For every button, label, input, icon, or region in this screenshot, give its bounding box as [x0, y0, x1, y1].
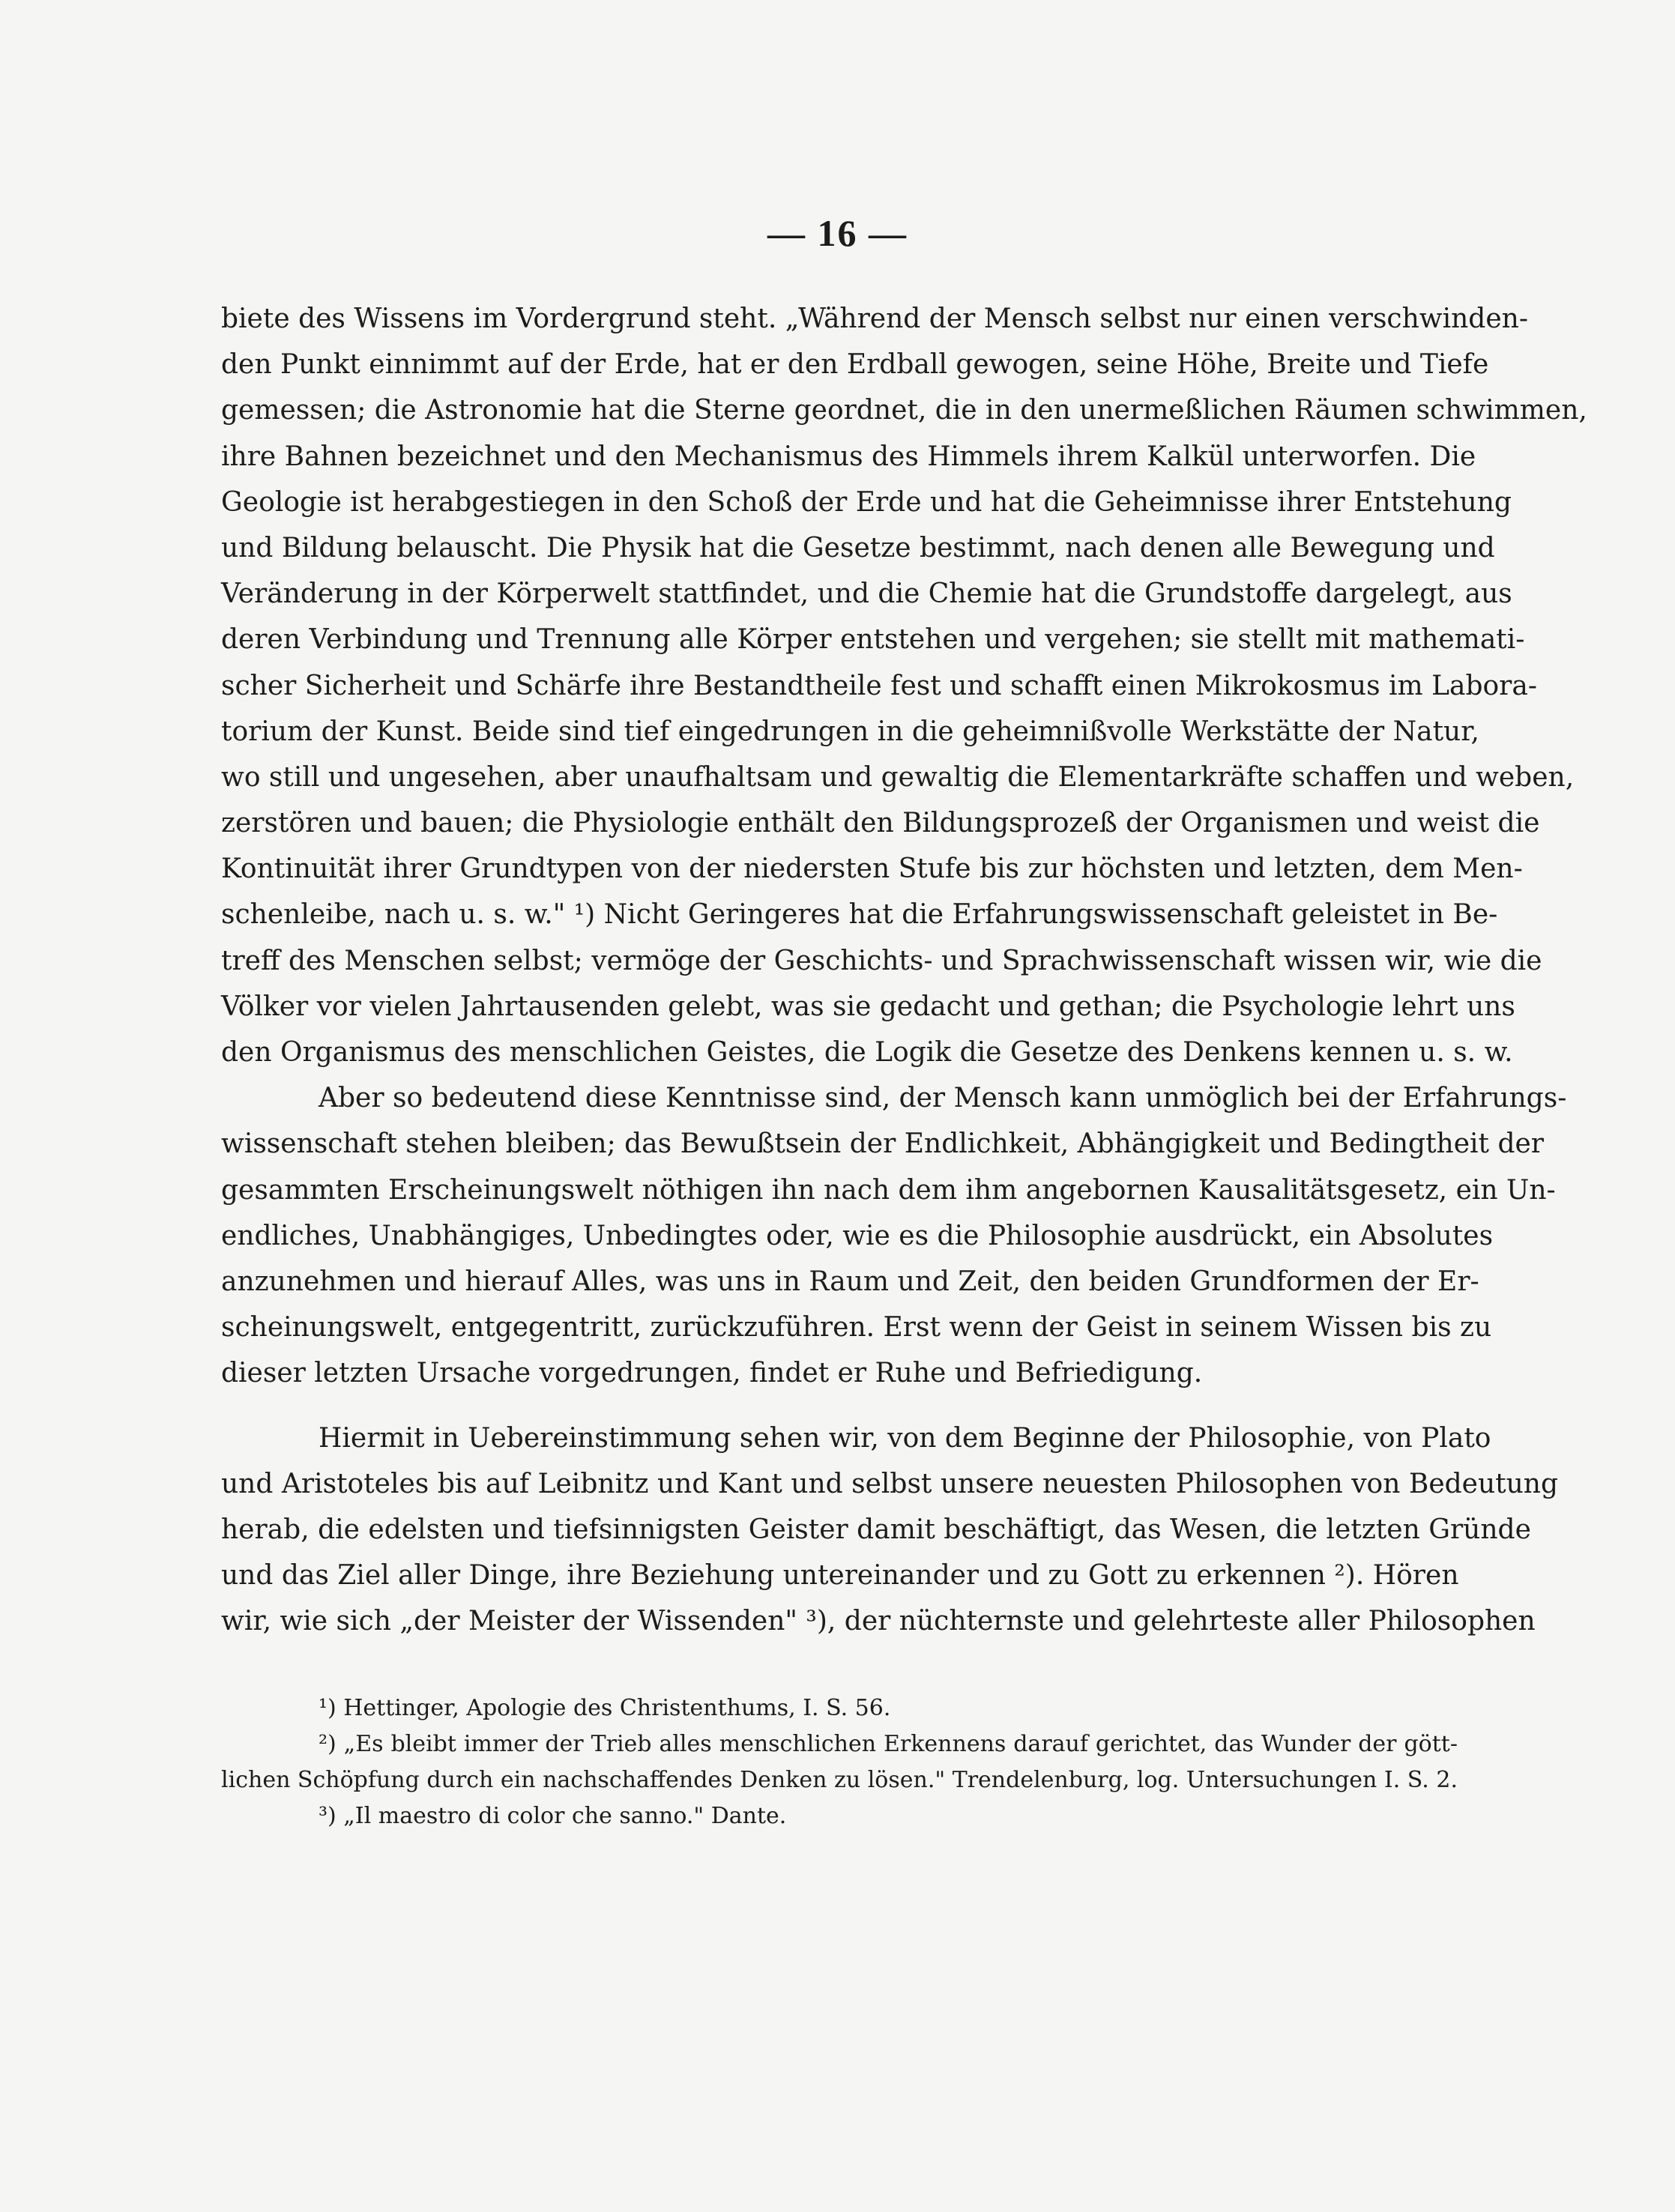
- text-line: herab, die edelsten und tiefsinnigsten Geister damit beschäftigt, das Wesen, die letzten Gründe: [221, 1514, 1531, 1545]
- footnotes: [221, 1690, 1458, 1834]
- text-line: zerstören und bauen; die Physiologie enthält den Bildungsprozeß der Organismen und weist die: [221, 808, 1540, 839]
- text-line: biete des Wissens im Vordergrund steht. „Während der Mensch selbst nur einen verschwinden-: [221, 303, 1528, 334]
- text-line: und das Ziel aller Dinge, ihre Beziehung untereinander und zu Gott zu erkennen ²). Hören: [221, 1560, 1459, 1592]
- text-line: den Punkt einnimmt auf der Erde, hat er den Erdball gewogen, seine Höhe, Breite und Tiefe: [221, 349, 1489, 381]
- text-line: endliches, Unabhängiges, Unbedingtes oder, wie es die Philosophie ausdrückt, ein Absolutes: [221, 1220, 1494, 1251]
- text-line: scher Sicherheit und Schärfe ihre Bestandtheile fest und schafft einen Mikrokosmus im Labora-: [221, 670, 1538, 701]
- text-line: und Aristoteles bis auf Leibnitz und Kant und selbst unsere neuesten Philosophen von Bedeutung: [221, 1468, 1559, 1499]
- text-line: Kontinuität ihrer Grundtypen von der niedersten Stufe bis zur höchsten und letzten, dem Men-: [221, 853, 1523, 885]
- text-line: Geologie ist herabgestiegen in den Schoß der Erde und hat die Geheimnisse ihrer Entstehung: [221, 486, 1512, 518]
- text-line: und Bildung belauscht. Die Physik hat die Gesetze bestimmt, nach denen alle Bewegung und: [221, 532, 1495, 563]
- text-line: Völker vor vielen Jahrtausenden gelebt, was sie gedacht und gethan; die Psychologie lehrt uns: [221, 991, 1515, 1022]
- text-line: Veränderung in der Körperwelt stattfindet, und die Chemie hat die Grundstoffe dargelegt, aus: [221, 578, 1512, 610]
- text-line: den Organismus des menschlichen Geistes, die Logik die Gesetze des Denkens kennen u. s. w.: [221, 1037, 1513, 1068]
- text-line: Aber so bedeutend diese Kenntnisse sind, der Mensch kann unmöglich bei der Erfahrungs-: [319, 1083, 1567, 1114]
- text-line: gesammten Erscheinungswelt nöthigen ihn nach dem ihm angebornen Kausalitätsgesetz, ein Un-: [221, 1174, 1556, 1206]
- footnote-line: ²) „Es bleibt immer der Trieb alles menschlichen Erkennens darauf gerichtet, das Wunder der gött-: [319, 1731, 1458, 1757]
- text-line: ihre Bahnen bezeichnet und den Mechanismus des Himmels ihrem Kalkül unterworfen. Die: [221, 441, 1476, 472]
- footnote-line: ¹) Hettinger, Apologie des Christenthums, I. S. 56.: [319, 1695, 891, 1721]
- text-line: wo still und ungesehen, aber unaufhaltsam und gewaltig die Elementarkräfte schaffen und weben,: [221, 761, 1575, 793]
- text-line: wir, wie sich „der Meister der Wissenden" ³), der nüchternste und gelehrteste aller Philosophen: [221, 1606, 1536, 1637]
- body-text: [221, 296, 1587, 1644]
- text-line: Hiermit in Uebereinstimmung sehen wir, von dem Beginne der Philosophie, von Plato: [319, 1422, 1491, 1454]
- page-number: — 16 —: [767, 212, 908, 254]
- text-line: torium der Kunst. Beide sind tief eingedrungen in die geheimnißvolle Werkstätte der Natur,: [221, 716, 1479, 747]
- text-line: scheinungswelt, entgegentritt, zurückzuführen. Erst wenn der Geist in seinem Wissen bis zu: [221, 1312, 1492, 1344]
- text-line: deren Verbindung und Trennung alle Körper entstehen und vergehen; sie stellt mit mathemati-: [221, 624, 1525, 656]
- text-line: dieser letzten Ursache vorgedrungen, findet er Ruhe und Befriedigung.: [221, 1358, 1203, 1389]
- text-line: wissenschaft stehen bleiben; das Bewußtsein der Endlichkeit, Abhängigkeit und Bedingtheit der: [221, 1128, 1545, 1160]
- footnote-line: ³) „Il maestro di color che sanno." Dante.: [319, 1803, 787, 1829]
- footnote-line: lichen Schöpfung durch ein nachschaffendes Denken zu lösen." Trendelenburg, log. Untersuchungen I. S. 2.: [221, 1767, 1458, 1793]
- text-line: anzunehmen und hierauf Alles, was uns in Raum und Zeit, den beiden Grundformen der Er-: [221, 1266, 1479, 1297]
- text-line: gemessen; die Astronomie hat die Sterne geordnet, die in den unermeßlichen Räumen schwimmen,: [221, 395, 1587, 426]
- text-line: schenleibe, nach u. s. w." ¹) Nicht Geringeres hat die Erfahrungswissenschaft geleistet in Be-: [221, 899, 1498, 931]
- paragraph-gap: [221, 1397, 1458, 1415]
- text-line: treff des Menschen selbst; vermöge der Geschichts- und Sprachwissenschaft wissen wir, wie die: [221, 945, 1542, 976]
